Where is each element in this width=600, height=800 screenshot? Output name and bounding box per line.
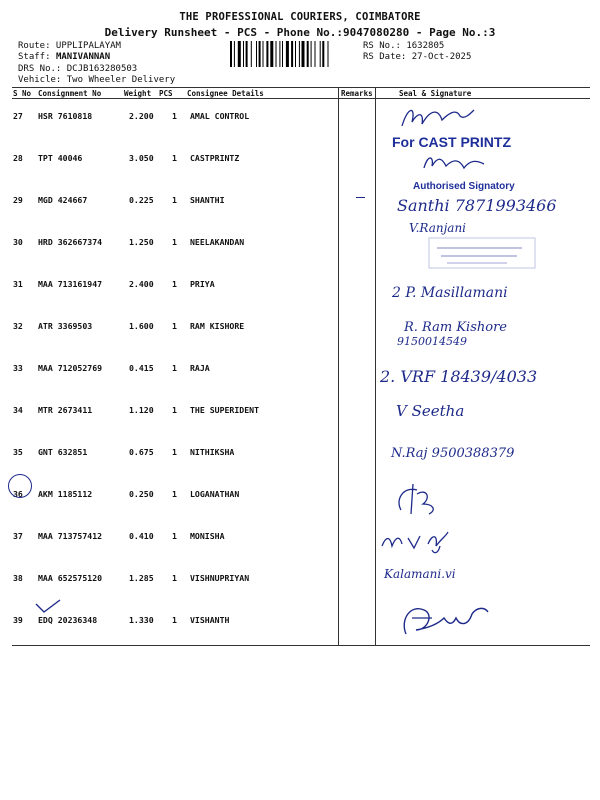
table-row: [12, 393, 590, 435]
handwritten-row34: V Seetha: [396, 402, 465, 420]
table-top-border: [12, 87, 590, 88]
row-consignment: MAA 712052769: [38, 363, 103, 373]
row-consignment: MAA 652575120: [38, 573, 103, 583]
row-consignee: NITHIKSHA: [190, 447, 235, 457]
remark-dash: [356, 197, 365, 198]
row-consignee: RAJA: [190, 363, 210, 373]
col-header-seal-signature: Seal & Signature: [399, 89, 472, 98]
row-consignment: AKM 1185112: [38, 489, 93, 499]
row-sno: 39: [13, 615, 23, 625]
drs-number: DRS No.: DCJB163280503: [18, 64, 138, 74]
row-consignment: ATR 3369503: [38, 321, 93, 331]
row-consignment: EDQ 20236348: [38, 615, 98, 625]
handwritten-row31: 2 P. Masillamani: [392, 285, 508, 301]
row-weight: 0.415: [129, 363, 154, 373]
handwritten-row38: Kalamani.vi: [384, 567, 456, 581]
tick-mark: [34, 598, 64, 618]
row-weight: 0.225: [129, 195, 154, 205]
row-weight: 1.250: [129, 237, 154, 247]
row-weight: 2.400: [129, 279, 154, 289]
row-pcs: 1: [172, 153, 177, 163]
row-consignee: AMAL CONTROL: [190, 111, 250, 121]
table-row: [12, 603, 590, 645]
row-weight: 1.120: [129, 405, 154, 415]
row-sno: 30: [13, 237, 23, 247]
row-pcs: 1: [172, 111, 177, 121]
staff-field: [18, 52, 110, 62]
col-header-consignment: Consignment No: [38, 89, 102, 98]
row-pcs: 1: [172, 447, 177, 457]
row-weight: 0.250: [129, 489, 154, 499]
row-sno: 38: [13, 573, 23, 583]
signature-row28: [420, 150, 490, 174]
row-pcs: 1: [172, 489, 177, 499]
row-weight: 1.285: [129, 573, 154, 583]
row-consignee: THE SUPERIDENT: [190, 405, 260, 415]
row-consignee: SHANTHI: [190, 195, 225, 205]
signature-row39: [398, 600, 494, 640]
row-sno: 29: [13, 195, 23, 205]
row-sno: 31: [13, 279, 23, 289]
barcode: [229, 41, 359, 67]
row-consignee: RAM KISHORE: [190, 321, 245, 331]
row-consignment: HRD 362667374: [38, 237, 103, 247]
col-header-consignee: Consignee Details: [187, 89, 264, 98]
rs-number: RS No.: 1632805: [363, 41, 445, 51]
row-consignment: HSR 7610818: [38, 111, 93, 121]
row-sno: 28: [13, 153, 23, 163]
col-header-sno: S No: [13, 89, 32, 98]
row-pcs: 1: [172, 405, 177, 415]
signature-row37: [378, 524, 468, 556]
row-consignee: VISHANTH: [190, 615, 230, 625]
row-pcs: 1: [172, 279, 177, 289]
table-row: [12, 519, 590, 561]
row-sno: 32: [13, 321, 23, 331]
row-weight: 2.200: [129, 111, 154, 121]
row-pcs: 1: [172, 237, 177, 247]
row-consignment: MAA 713757412: [38, 531, 103, 541]
row-pcs: 1: [172, 321, 177, 331]
handwritten-row35: N.Raj 9500388379: [391, 446, 515, 461]
row-pcs: 1: [172, 363, 177, 373]
row-pcs: 1: [172, 615, 177, 625]
row-consignee: CASTPRINTZ: [190, 153, 240, 163]
row-consignment: MAA 713161947: [38, 279, 103, 289]
col-header-weight: Weight: [124, 89, 152, 98]
row-consignee: NEELAKANDAN: [190, 237, 245, 247]
rs-date: RS Date: 27-Oct-2025: [363, 52, 472, 62]
runsheet-subtitle: Delivery Runsheet - PCS - Phone No.:9047080280 - Page No.:3: [104, 26, 496, 39]
handwritten-row32: R. Ram Kishore: [404, 320, 507, 335]
row-consignee: LOGANATHAN: [190, 489, 240, 499]
signature-row27: [398, 102, 478, 132]
row-weight: 0.675: [129, 447, 154, 457]
row-sno: 36: [13, 489, 23, 499]
signature-row36: [393, 480, 443, 518]
row-consignee: VISHNUPRIYAN: [190, 573, 250, 583]
authorised-signatory-stamp: Authorised Signatory: [413, 181, 515, 192]
handwritten-row33: 2. VRF 18439/4033: [380, 367, 538, 386]
col-header-pcs: PCS: [159, 89, 173, 98]
vehicle-field: Vehicle: Two Wheeler Delivery: [18, 75, 176, 85]
row-sno: 33: [13, 363, 23, 373]
row-sno: 37: [13, 531, 23, 541]
row-sno: 27: [13, 111, 23, 121]
handwritten-row32-phone: 9150014549: [397, 335, 467, 348]
col-header-remarks: Remarks: [341, 89, 373, 98]
company-title: THE PROFESSIONAL COURIERS, COIMBATORE: [179, 11, 421, 23]
row-weight: 1.600: [129, 321, 154, 331]
row-consignee: PRIYA: [190, 279, 215, 289]
table-row: [12, 561, 590, 603]
table-bottom-border: [12, 645, 590, 646]
row-sno: 35: [13, 447, 23, 457]
row-sno: 34: [13, 405, 23, 415]
row-consignment: TPT 40046: [38, 153, 83, 163]
row-weight: 1.330: [129, 615, 154, 625]
row-consignment: GNT 632851: [38, 447, 88, 457]
row-pcs: 1: [172, 195, 177, 205]
row-pcs: 1: [172, 531, 177, 541]
handwritten-row30: V.Ranjani: [409, 221, 467, 235]
route-field: Route: UPPLIPALAYAM: [18, 41, 121, 51]
handwritten-row29: Santhi 7871993466: [397, 196, 557, 215]
table-row: [12, 477, 590, 519]
hand-circle-mark: [8, 474, 32, 498]
staff-label: Staff:: [18, 52, 51, 62]
row-consignment: MTR 2673411: [38, 405, 93, 415]
company-stamp: For CAST PRINTZ: [392, 134, 511, 150]
faded-stamp: [427, 236, 537, 270]
row-weight: 3.050: [129, 153, 154, 163]
row-consignment: MGD 424667: [38, 195, 88, 205]
staff-name: MANIVANNAN: [55, 52, 111, 62]
row-pcs: 1: [172, 573, 177, 583]
row-weight: 0.410: [129, 531, 154, 541]
row-consignee: MONISHA: [190, 531, 225, 541]
